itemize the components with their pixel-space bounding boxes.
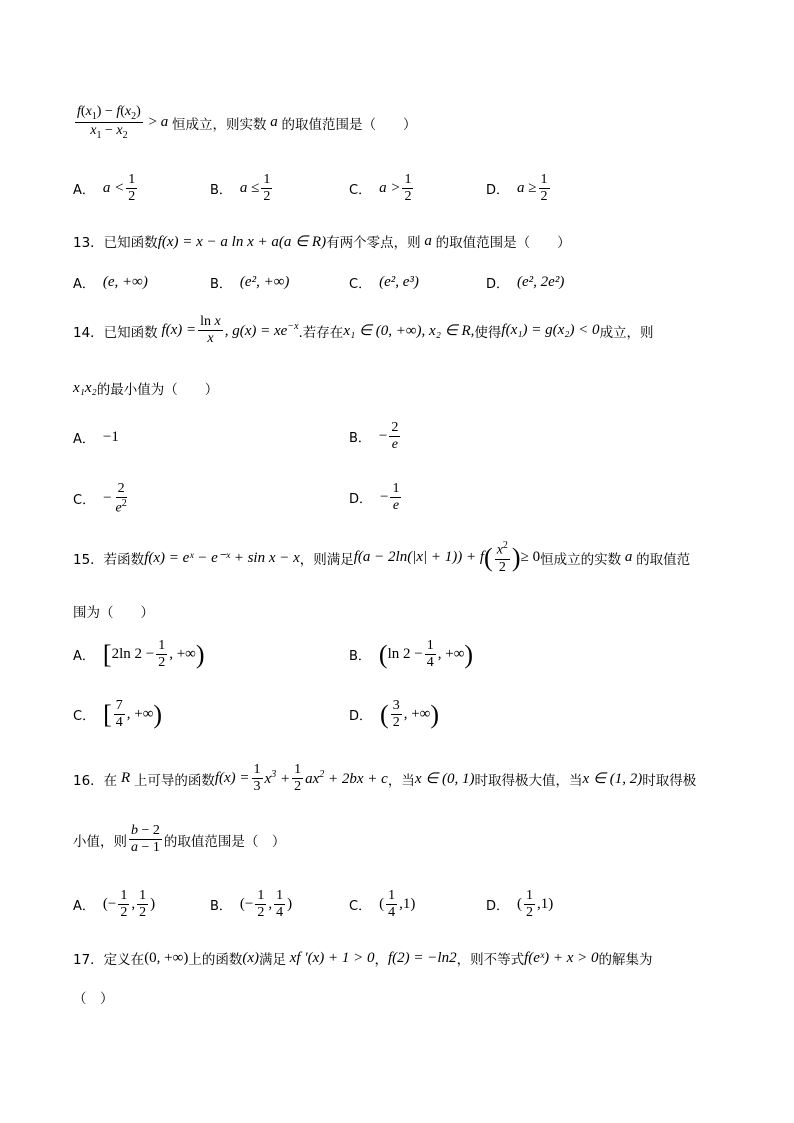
- q12-stem: $\frac{f(x_1) - f(x_2)}{x_1 - x_2}$ > a 恒成立，则实数 a 的取值范围是（ ）: [77, 104, 417, 142]
- q15-option-a[interactable]: A． [ 2ln 2 − $\frac{1}{2}$ , +∞ ): [73, 638, 205, 671]
- q13-option-c[interactable]: C． (e², e³): [349, 274, 419, 292]
- q17-stem-line2: （ ）: [73, 991, 114, 1007]
- q17-stem: 17．定义在 (0, +∞) 上的函数 (x) 满足 xf ′(x) + 1 > 0 ， f(2) = −ln2 ，则不等式 f(eˣ) + x > 0 的解集为: [73, 949, 653, 968]
- q12-text2: 的取值范围是（ ）: [281, 116, 417, 133]
- q12-option-c[interactable]: C． a > $\frac{1}{2}$: [349, 172, 412, 205]
- q16-option-c[interactable]: C． ( $\frac{1}{4}$ ,1): [349, 888, 416, 921]
- q14-option-a[interactable]: A． −1: [73, 429, 119, 447]
- q15-option-c[interactable]: C． [ $\frac{7}{4}$ , +∞ ): [73, 698, 163, 731]
- q12-option-a[interactable]: A． a < $\frac{1}{2}$: [73, 172, 136, 205]
- q16-option-b[interactable]: B． (− $\frac{1}{2}$ , $\frac{1}{4}$ ): [210, 888, 293, 921]
- q15-option-b[interactable]: B． ( ln 2 − $\frac{1}{4}$ , +∞ ): [349, 638, 474, 671]
- q13-option-b[interactable]: B． (e², +∞): [210, 274, 290, 292]
- q12-fraction: $\frac{f(x_1) - f(x_2)}{x_1 - x_2}$: [77, 104, 141, 142]
- q16-stem: 16．在 R 上可导的函数 f(x) = $\frac{1}{3}$ $x^3$ + $\frac{1}{2}$ $ax^2 + 2bx + c$ ，当 x ∈ (0, 1) 时取得极大值，当 x ∈ (1, 2) 时取得极: [73, 762, 697, 795]
- q14-stem-line2: x₁x₂ 的最小值为（ ）: [73, 379, 219, 398]
- q16-option-d[interactable]: D． ( $\frac{1}{2}$ ,1): [486, 888, 554, 921]
- q16-stem-line2: 小值，则 $\frac{b - 2}{a - 1}$ 的取值范围是（ ）: [73, 823, 286, 856]
- q15-option-d[interactable]: D． ( $\frac{3}{2}$ , +∞ ): [349, 698, 440, 731]
- q12-option-b[interactable]: B． a ≤ $\frac{1}{2}$: [210, 172, 271, 205]
- q13-option-a[interactable]: A． (e, +∞): [73, 274, 148, 292]
- q14-option-b[interactable]: B． − $\frac{2}{e}$: [349, 420, 399, 453]
- q14-option-c[interactable]: C． − $\frac{2}{e^2}$: [73, 481, 127, 516]
- q14-option-d[interactable]: D． − $\frac{1}{e}$: [349, 481, 400, 514]
- q14-stem: 14．已知函数 f(x) = $\frac{\text{ln x}}{x}$ , $g(x) = xe^{-x}$ .若存在 x₁ ∈ (0, +∞), x₂ ∈ R, 使得 f(x₁) = g(x₂) < 0 成立，则: [73, 314, 654, 347]
- q15-stem-line2: 围为（ ）: [73, 605, 154, 621]
- q16-option-a[interactable]: A． (− $\frac{1}{2}$ , $\frac{1}{2}$ ): [73, 888, 156, 921]
- q13-option-d[interactable]: D． (e², 2e²): [486, 274, 565, 292]
- q12-text: 恒成立，则实数: [172, 116, 267, 133]
- q13-stem: 13．已知函数 f(x) = x − a ln x + a(a ∈ R) 有两个零点，则 a 的取值范围是（ ）: [73, 232, 571, 251]
- q12-option-d[interactable]: D． a ≥ $\frac{1}{2}$: [486, 172, 548, 205]
- q15-stem: 15．若函数 f(x) = eˣ − e⁻ˣ + sin x − x ，则满足 f(a − 2ln(|x| + 1)) + f ( $\frac{x^2}{2}$ ) ≥ 0 恒成立的实数 a 的取值范: [73, 540, 691, 575]
- q13-formula: f(x) = x − a ln x + a(a ∈ R): [157, 233, 327, 250]
